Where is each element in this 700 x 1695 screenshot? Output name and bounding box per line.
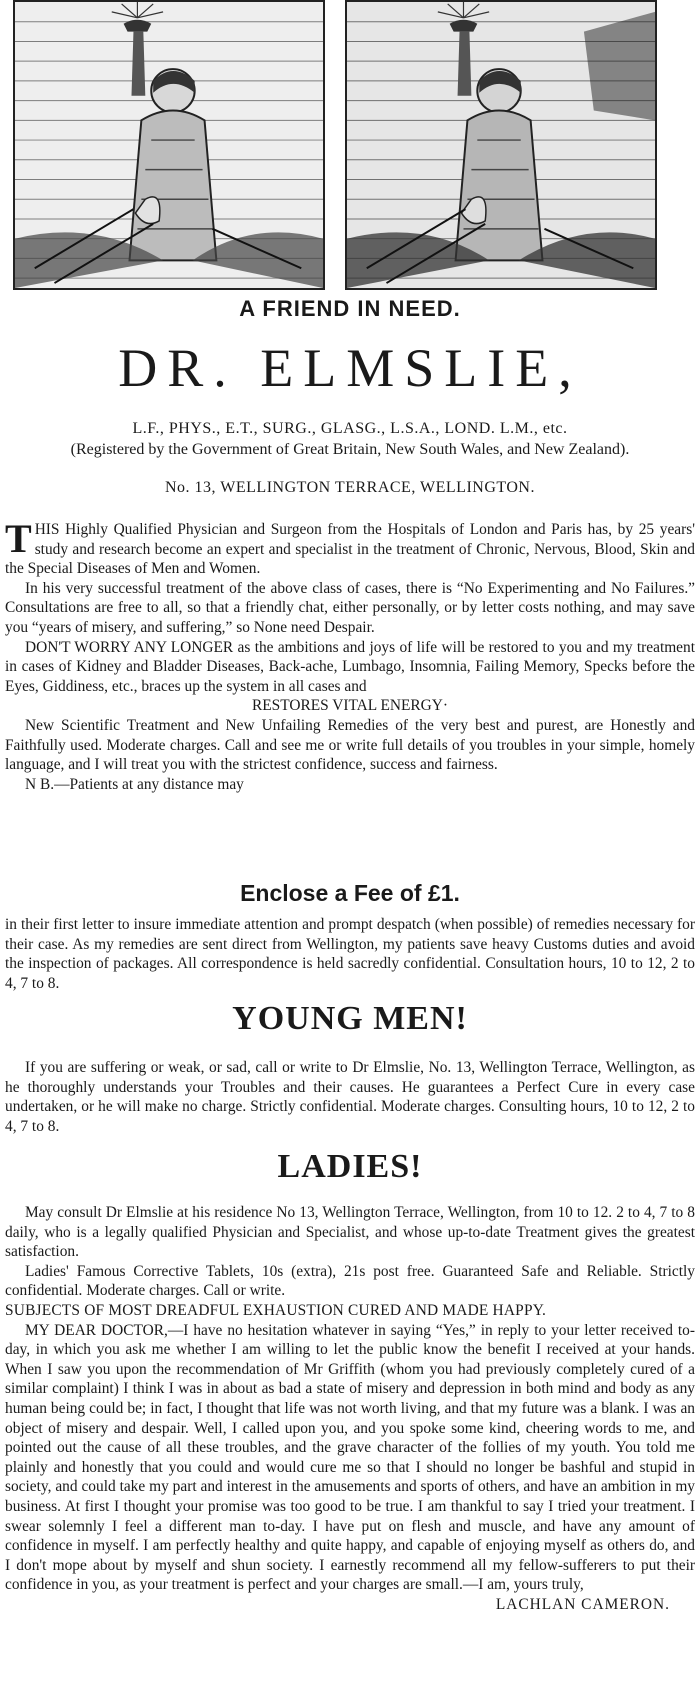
intro-section: [5, 516, 695, 794]
drop-cap: T: [5, 516, 32, 561]
paragraph-tablets: Ladies' Famous Corrective Tablets, 10s (extra), 21s post free. Guaranteed Safe and Reliable. Strictly confidential. Moderate charges. Call or write.: [5, 1262, 695, 1300]
paragraph-fee: in their first letter to insure immediate attention and prompt despatch (when possible) of remedies necessary for their case. As my remedies are sent direct from Wellington, my patients save heavy Customs duties and avoid the inspection of packages. All correspondence is held sacredly confidential. Consultation hours, 10 to 12, 2 to 4, 7 to 8.: [5, 916, 695, 992]
young-men-section: [5, 1058, 695, 1136]
paragraph-dont-worry: DON'T WORRY ANY LONGER as the ambitions and joys of life will be restored to you and my treatment in cases of Kidney and Bladder Diseases, Back-ache, Lumbago, Insomnia, Failing Memory, Specks before the Eyes, Giddiness, etc., braces up the system in all cases and: [5, 638, 695, 695]
paragraph-young-men: If you are suffering or weak, or sad, call or write to Dr Elmslie, No. 13, Wellington Terrace, Wellington, as he thoroughly understands your Troubles and their causes. He guarantees a Perfect Cure in every case undertaken, or he will make no charge. Strictly confidential. Moderate charges. Consulting hours, 10 to 12, 2 to 4, 7 to 8.: [5, 1059, 695, 1135]
doctor-name-title: DR. ELMSLIE,: [118, 338, 582, 398]
intro-text: HIS Highly Qualified Physician and Surgeon from the Hospitals of London and Paris has, by 25 years' study and research become an expert and specialist in the treatment of Chronic, Nervous, Blood, Skin and the Special Diseases of Men and Women.: [5, 521, 695, 578]
registration-note: (Registered by the Government of Great Britain, New South Wales, and New Zealand).: [70, 441, 630, 458]
fee-section: [5, 915, 695, 993]
credentials: L.F., PHYS., E.T., SURG., GLASG., L.S.A., LOND. L.M., etc.: [132, 420, 568, 437]
address-line: No. 13, WELLINGTON TERRACE, WELLINGTON.: [165, 479, 535, 496]
testimonial-signature: LACHLAN CAMERON.: [495, 1595, 670, 1613]
ladies-section: [5, 1203, 695, 1614]
ladies-heading: LADIES!: [277, 1148, 423, 1185]
testimonial-letter: MY DEAR DOCTOR,—I have no hesitation whatever in saying “Yes,” in reply to your letter received to-day, in which you ask me whether I am willing to let the public know the benefit I received at your hands. When I saw you upon the recommendation of Mr Griffith (whom you had previously completely cured of a similar complaint) I think I was in about as bad a state of misery and depression in both mind and body as any human being could be; in fact, I thought that life was not worth living, and that my future was a blank. I was an object of misery and despair. Well, I called upon you, and you spoke some kind, cheering words to me, and pointed out the cause of all these troubles, and the grave character of the follies of my youth. You told me plainly and honestly that you could and would cure me so that I should no longer be bashful and stupid in society, and could take my part and interest in the amusements and sports of others, and have an ambition in my business. At first I thought your promise was too good to be true. I am thankful to say I tried your treatment. I swear solemnly I feel a different man to-day. I have put on flesh and muscle, and have any amount of confidence in myself. I am perfectly healthy and quite happy, and capable of enjoying myself as others do, and I don't mope about by myself and shun society. I earnestly recommend all my fellow-sufferers to put their confidence in you, as your treatment is perfect and your charges are small.—I am, yours truly,: [5, 1321, 695, 1594]
illustration-woman-with-lamp-left: [13, 0, 325, 290]
headline-friend-in-need: A FRIEND IN NEED.: [239, 296, 461, 321]
paragraph-nb: N B.—Patients at any distance may: [25, 775, 244, 793]
fee-heading: Enclose a Fee of £1.: [240, 880, 460, 906]
illustration-woman-with-lamp-right: [345, 0, 657, 290]
paragraph-treatment: In his very successful treatment of the above class of cases, there is “No Experimenting and No Failures.” Consultations are free to all, so that a friendly chat, either personally, or by letter costs nothing, and may save you “years of misery, and suffering,” so None need Despair.: [5, 579, 695, 636]
paragraph-ladies: May consult Dr Elmslie at his residence No 13, Wellington Terrace, Wellington, from 10 to 12. 2 to 4, 7 to 8 daily, who is a legally qualified Physician and Specialist, and whose up-to-date Treatment gives the greatest satisfaction.: [5, 1204, 695, 1261]
restores-vital-energy: RESTORES VITAL ENERGY·: [252, 697, 448, 715]
paragraph-scientific: New Scientific Treatment and New Unfailing Remedies of the very best and purest, are Honestly and Faithfully used. Moderate charges. Call and see me or write full details of you troubles in your simple, homely language, and I will treat you with the strictest confidence, success and fairness.: [5, 716, 695, 774]
intro-paragraph: [5, 516, 695, 579]
young-men-heading: YOUNG MEN!: [232, 1000, 468, 1037]
subjects-heading: SUBJECTS OF MOST DREADFUL EXHAUSTION CURED AND MADE HAPPY.: [5, 1301, 547, 1319]
